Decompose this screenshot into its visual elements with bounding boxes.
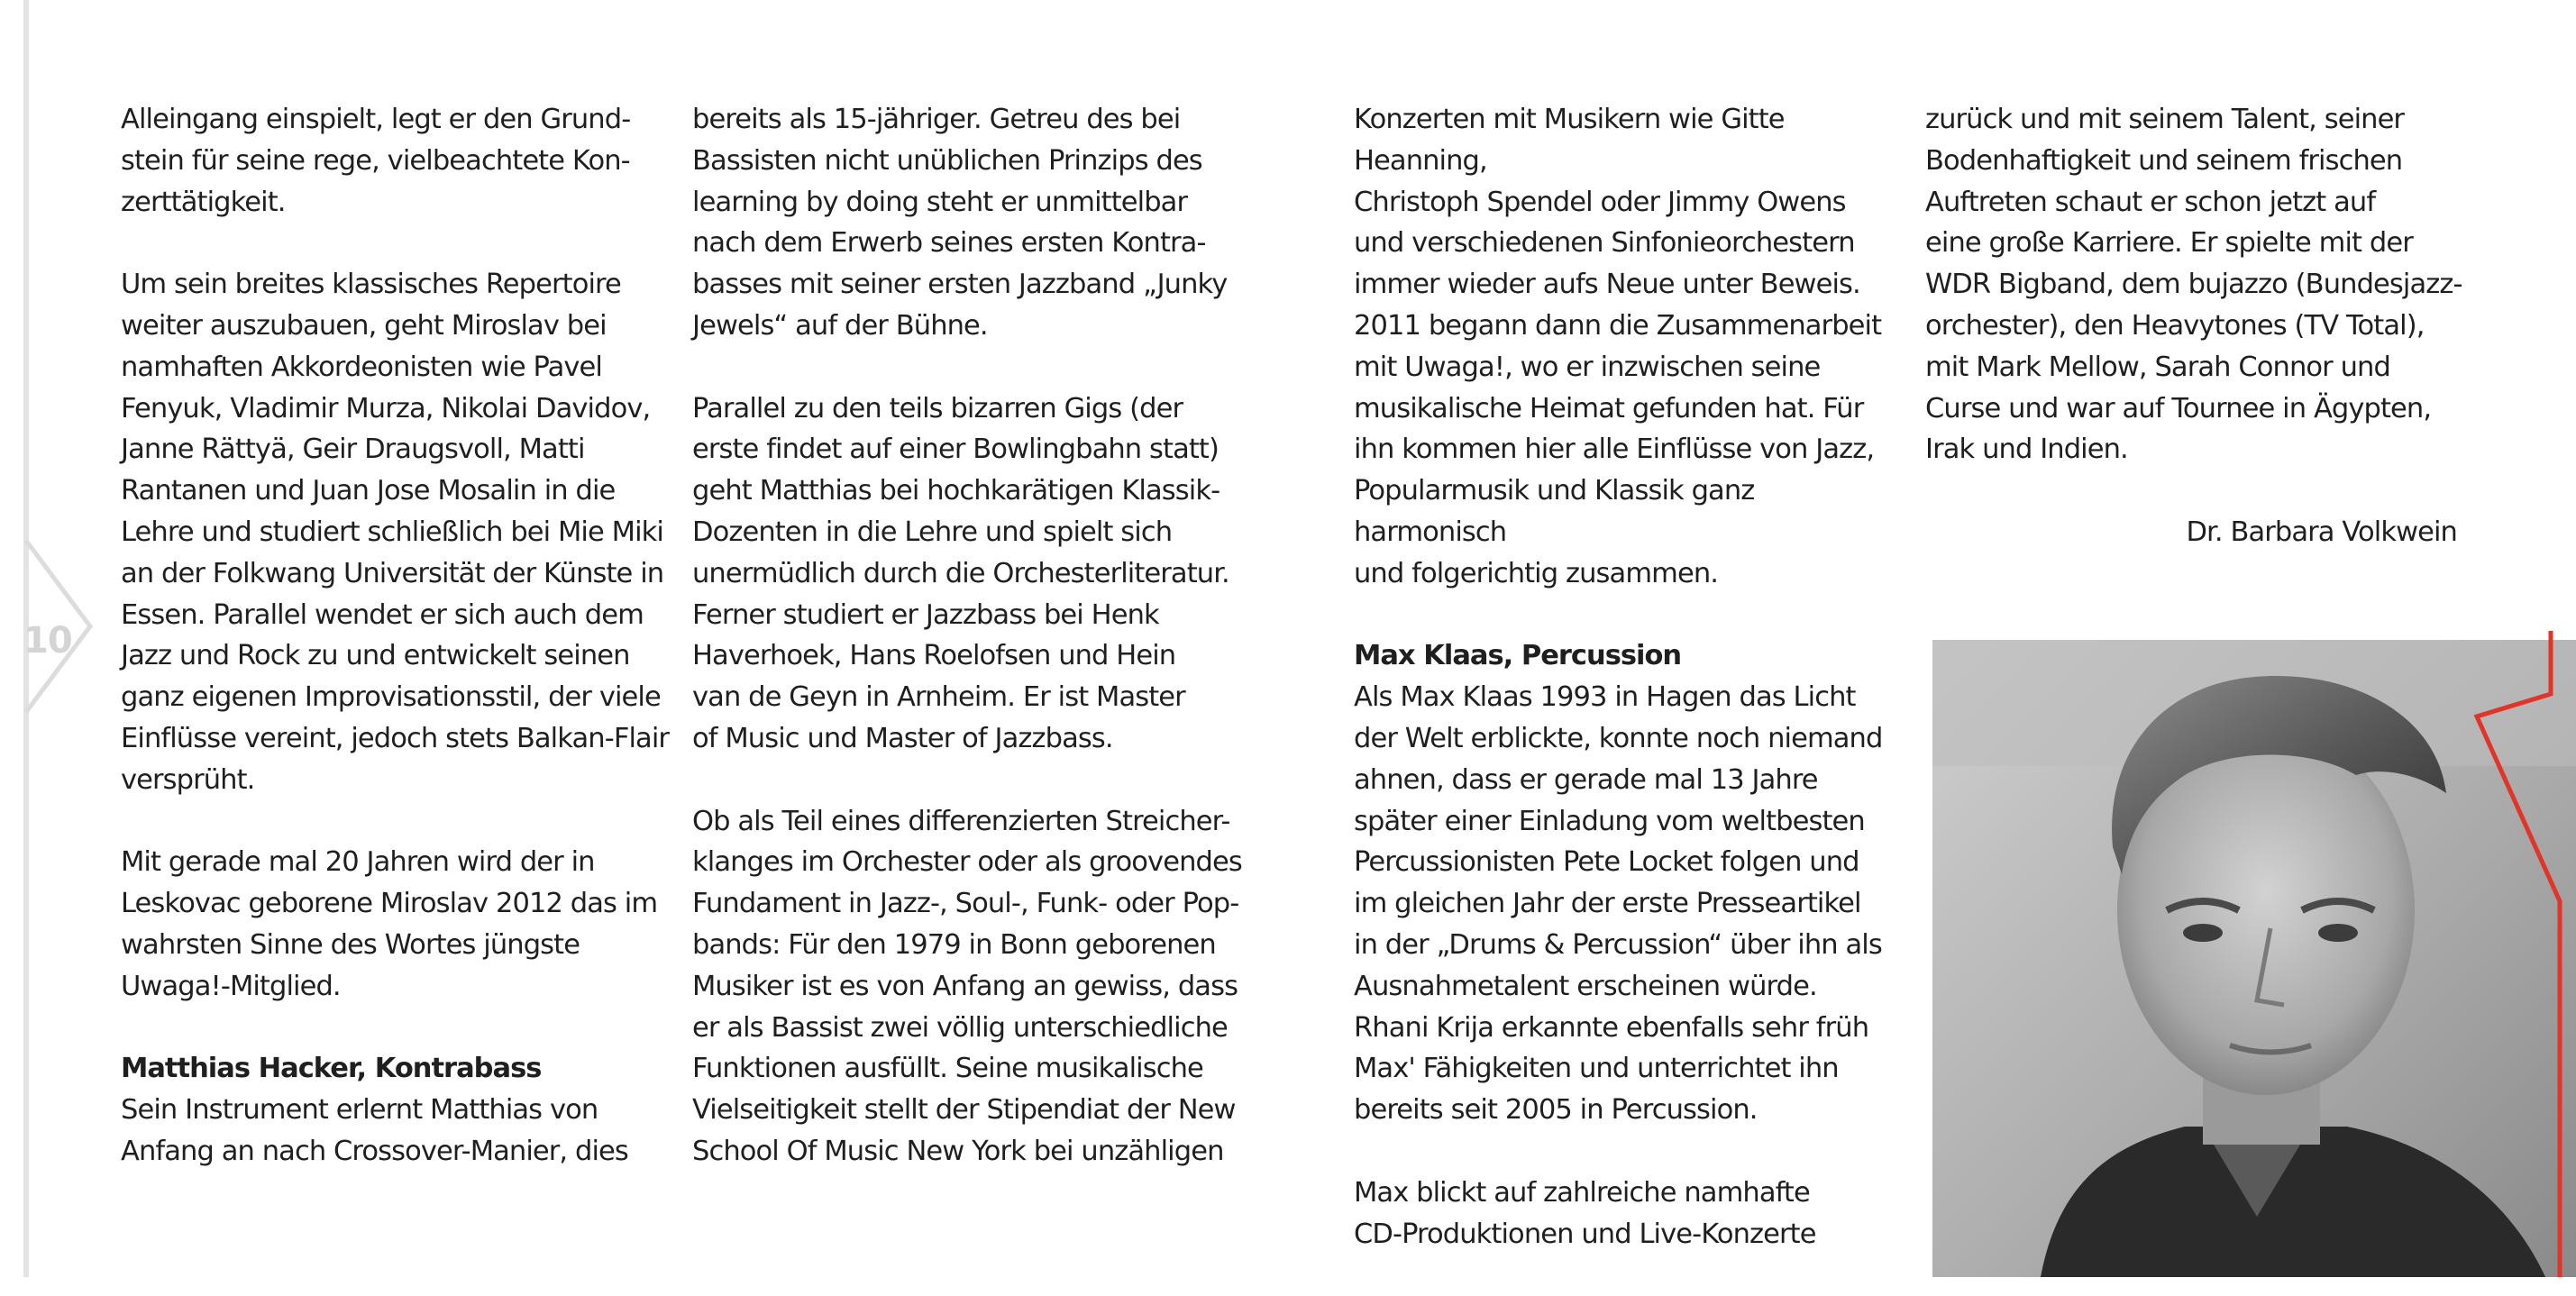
paragraph: Konzerten mit Musikern wie Gitte Heanning, Christoph Spendel oder Jimmy Owens und verschiedenen Sinfonieorchestern immer wieder aufs Neue unter Beweis. 2011 begann dann die Zusammenarbeit mit Uwaga!, wo er inzwischen seine musikalische Heimat gefunden hat. Für ihn kommen hier alle Einflüsse von Jazz, Popularmusik und Klassik ganz harmonisch und folgerichtig zusammen. (1354, 104, 1882, 589)
paragraph: zurück und mit seinem Talent, seiner Bodenhaftigkeit und seinem frischen Auftreten schaut er schon jetzt auf eine große Karriere. Er spielte mit der WDR Bigband, dem bujazzo (Bundesjazz- orchester), den Heavytones (TV Total), mit Mark Mellow, Sarah Connor und Curse und war auf Tournee in Ägypten, Irak und Indien. (1925, 104, 2462, 466)
text-column-3 (1354, 99, 1904, 1296)
paragraph: Als Max Klaas 1993 in Hagen das Licht der Welt erblickte, konnte noch niemand ahnen, dass er gerade mal 13 Jahre später einer Einladung vom weltbesten Percussionisten Pete Locket folgen und im gleichen Jahr der erste Presseartikel in der „Drums & Percussion“ über ihn als Ausnahmetalent erscheinen würde. Rhani Krija erkannte ebenfalls sehr früh Max' Fähigkeiten und unterrichtet ihn bereits seit 2005 in Percussion. (1354, 681, 1883, 1127)
text-column-4 (1925, 99, 2475, 553)
section-heading-matthias: Matthias Hacker, Kontrabass (121, 1053, 542, 1085)
paragraph: Parallel zu den teils bizarren Gigs (der erste findet auf einer Bowlingbahn statt) geht Matthias bei hochkarätigen Klassik- Dozenten in die Lehre und spielt sich unermüdlich durch die Orchesterliteratur. Ferner studiert er Jazzbass bei Henk Haverhoek, Hans Roelofsen und Hein van de Geyn in Arnheim. Er ist Master of Music und Master of Jazzbass. (692, 392, 1229, 754)
paragraph: bereits als 15-jähriger. Getreu des bei Bassisten nicht unüblichen Prinzips des learning by doing steht er unmittelbar nach dem Erwerb seines ersten Kontra- basses mit seiner ersten Jazzband „Junky Jewels“ auf der Bühne. (692, 104, 1228, 342)
text-column-2 (692, 99, 1242, 1214)
paragraph: Mit gerade mal 20 Jahren wird der in Leskovac geborene Miroslav 2012 das im wahrsten Sinne des Wortes jüngste Uwaga!-Mitglied. (121, 846, 658, 1002)
decorative-red-line-icon (2434, 631, 2576, 1277)
section-heading-max: Max Klaas, Percussion (1354, 640, 1682, 672)
paragraph: Alleingang einspielt, legt er den Grund- stein für seine rege, vielbeachtete Kon- zerttätigkeit. (121, 104, 631, 218)
paragraph: Ob als Teil eines differenzierten Streicher- klanges im Orchester oder als groovendes Fundament in Jazz-, Soul-, Funk- oder Pop- bands: Für den 1979 in Bonn geborenen Musiker ist es von Anfang an gewiss, dass er als Bassist zwei völlig unterschiedliche Funktionen ausfüllt. Seine musikalische Vielseitigkeit stellt der Stipendiat der New School Of Music New York bei unzähligen (692, 805, 1242, 1167)
page-number: 10 (23, 620, 72, 662)
paragraph: Sein Instrument erlernt Matthias von Anfang an nach Crossover-Manier, dies (121, 1094, 628, 1167)
author-signature: Dr. Barbara Volkwein (2186, 516, 2457, 548)
paragraph: Max blickt auf zahlreiche namhafte CD-Produktionen und Live-Konzerte (1354, 1176, 1816, 1250)
paragraph: Um sein breites klassisches Repertoire weiter auszubauen, geht Miroslav bei namhaften Akkordeonisten wie Pavel Fenyuk, Vladimir Murza, Nikolai Davidov, Janne Rättyä, Geir Draugsvoll, Matti Rantanen und Juan Jose Mosalin in die Lehre und studiert schließlich bei Mie Miki an der Folkwang Universität der Künste in Essen. Parallel wendet er sich auch dem Jazz und Rock zu und entwickelt seinen ganz eigenen Improvisationsstil, der viele Einflüsse vereint, jedoch stets Balkan-Flair versprüht. (121, 269, 670, 796)
text-column-1 (121, 99, 671, 1214)
